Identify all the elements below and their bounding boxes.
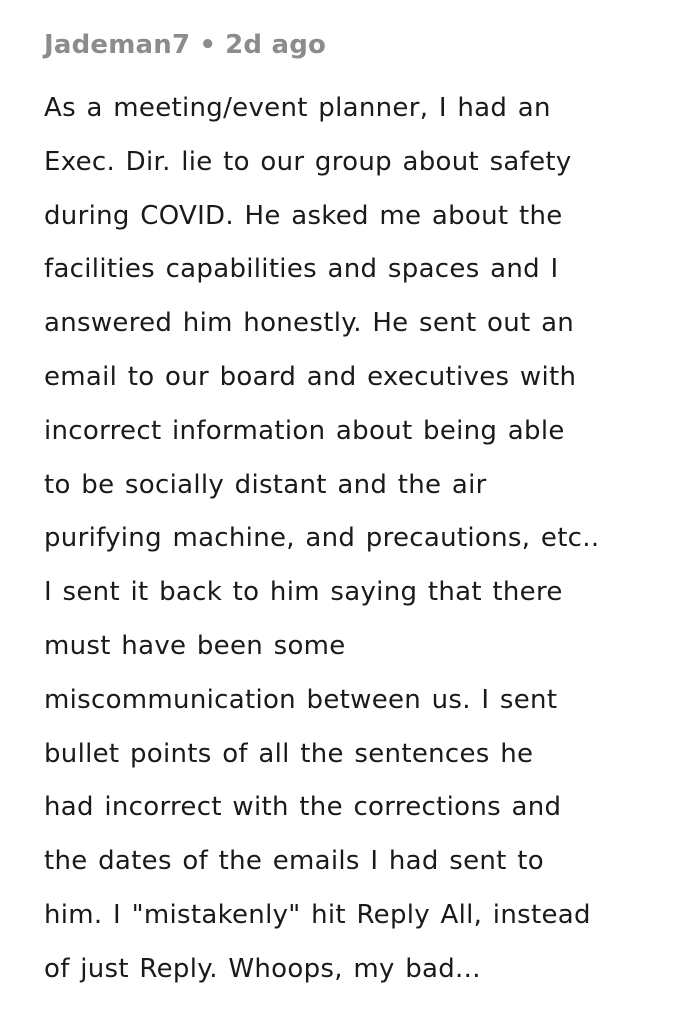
comment [44,22,674,997]
comment-line: during COVID. He asked me about the [44,200,563,231]
comment-line: to be socially distant and the air [44,469,487,500]
comment-line: him. I "mistakenly" hit Reply All, instead [44,899,591,930]
comment-meta [44,22,674,68]
comment-line: email to our board and executives with [44,361,577,392]
comment-line: miscommunication between us. I sent [44,684,558,715]
comment-username[interactable]: Jademan7 [44,30,191,60]
meta-separator: • [199,30,217,60]
comment-line: incorrect information about being able [44,415,565,446]
comment-line: I sent it back to him saying that there [44,577,563,608]
comment-body [44,82,674,997]
comment-timestamp: 2d ago [225,30,327,60]
comment-line: facilities capabilities and spaces and I [44,254,559,285]
comment-line: bullet points of all the sentences he [44,738,534,769]
comment-line: answered him honestly. He sent out an [44,308,575,339]
comment-line: the dates of the emails I had sent to [44,846,544,877]
comment-line: must have been some [44,630,346,661]
comment-line: of just Reply. Whoops, my bad... [44,953,481,984]
comment-line: had incorrect with the corrections and [44,792,562,823]
comment-line: purifying machine, and precautions, etc.. [44,523,600,554]
comment-line: As a meeting/event planner, I had an [44,93,551,123]
comment-line: Exec. Dir. lie to our group about safety [44,146,572,177]
